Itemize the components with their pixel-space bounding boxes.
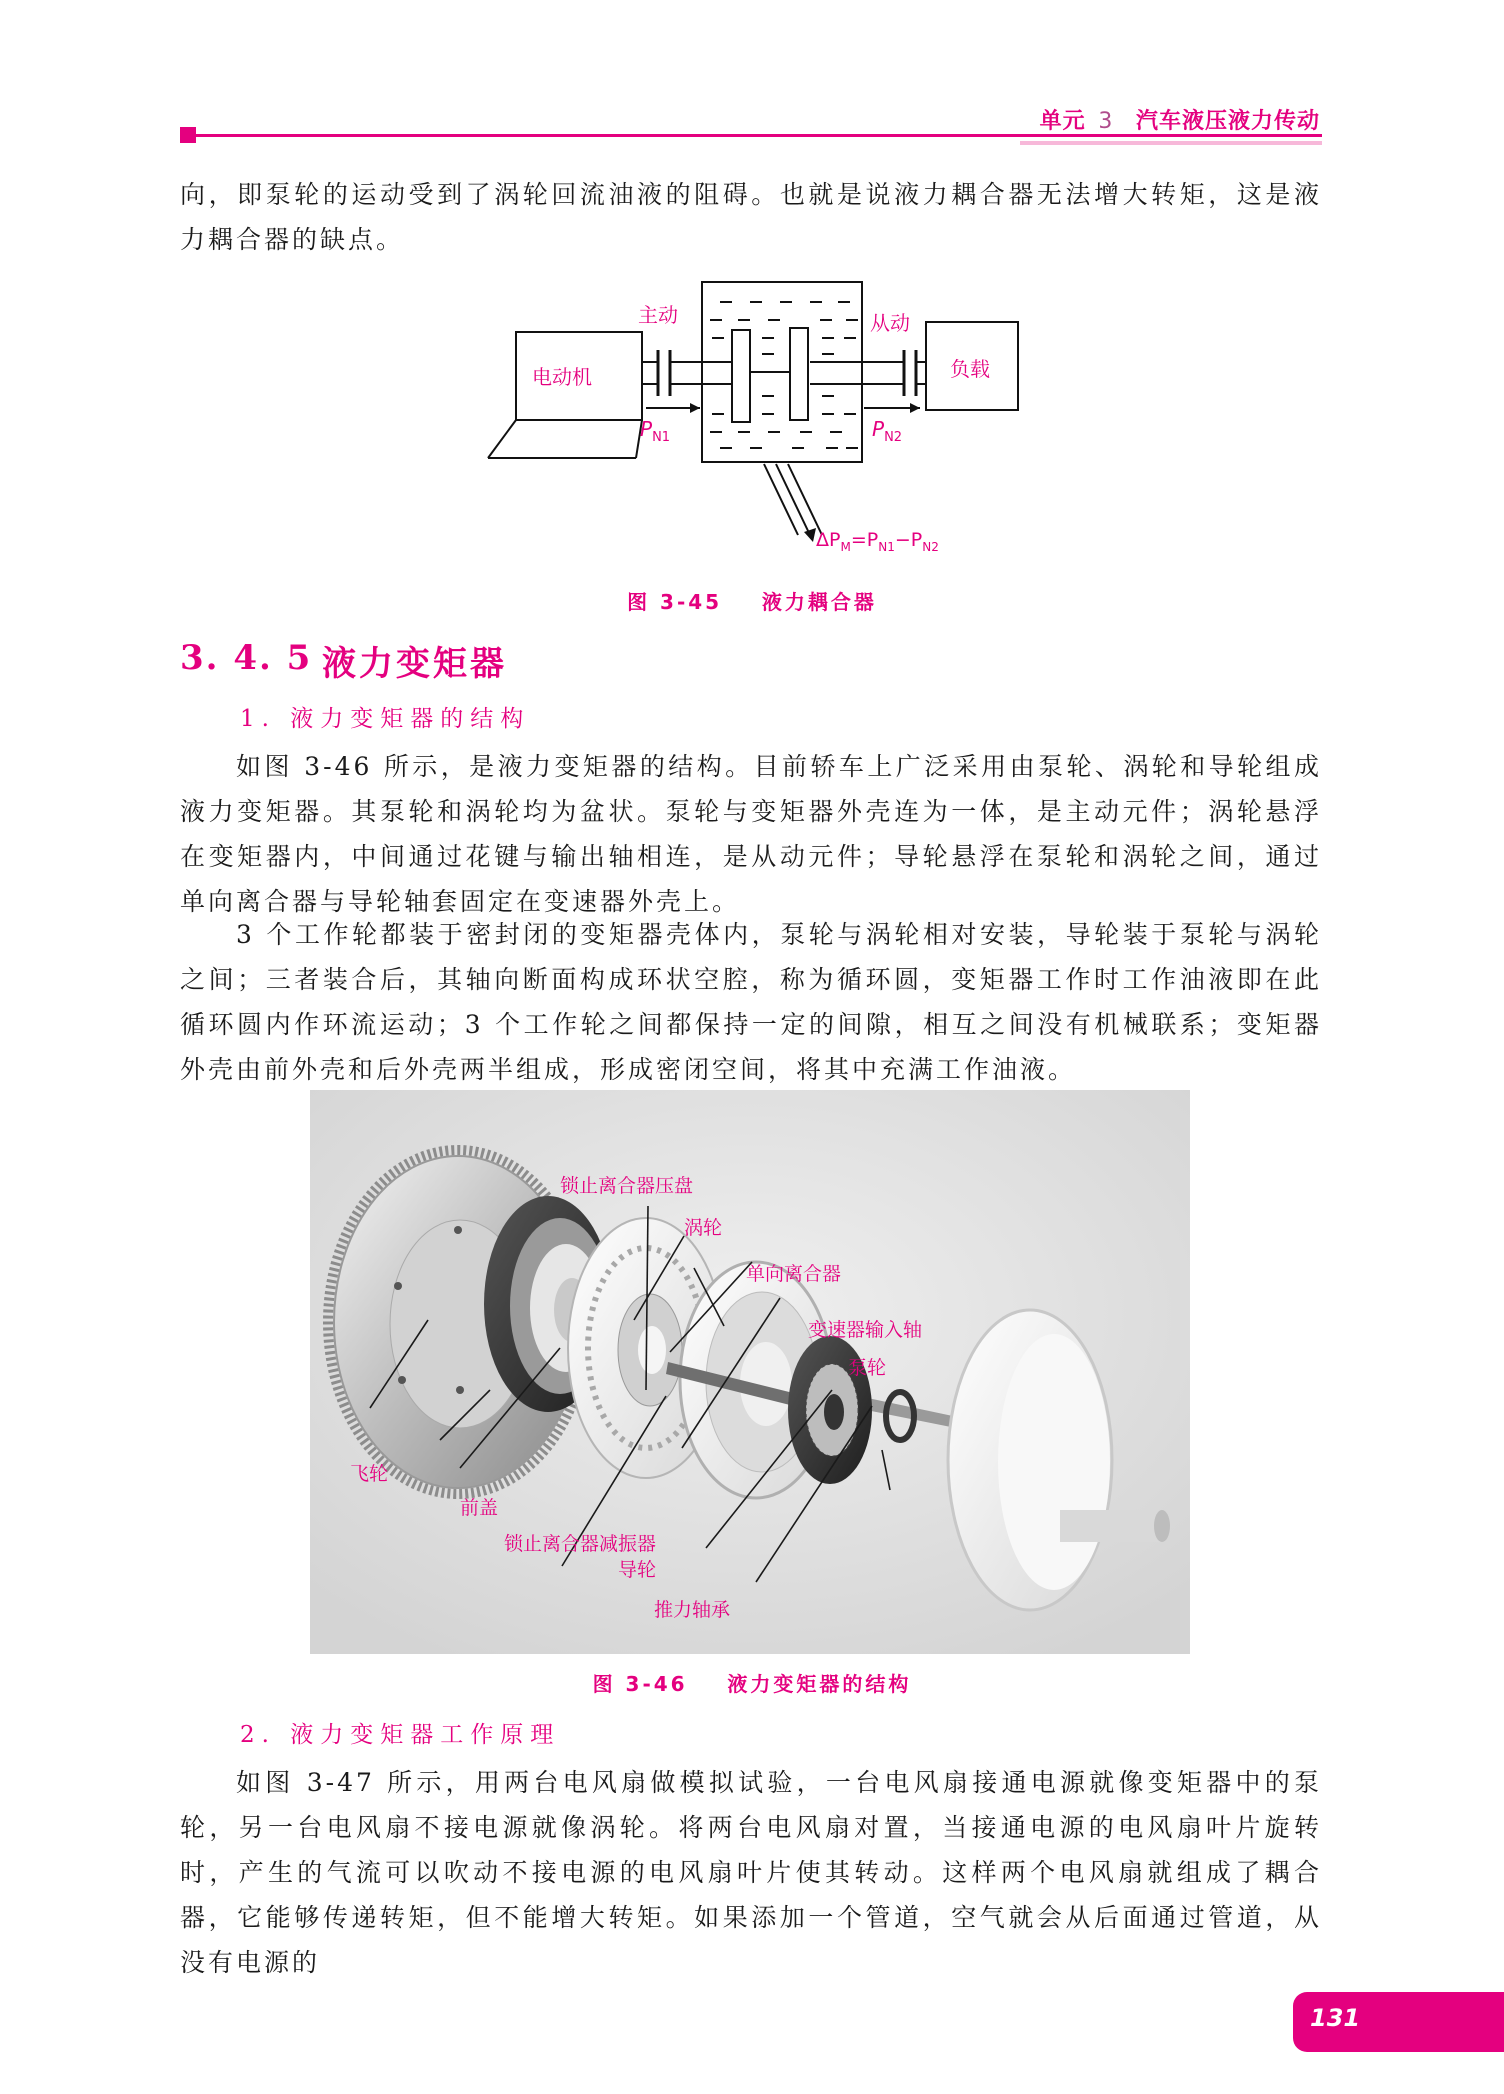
section-number: 3. 4. 5 — [180, 638, 313, 678]
paragraph-3: 3 个工作轮都装于密封闭的变矩器壳体内，泵轮与涡轮相对安装，导轮装于泵轮与涡轮之间；三者装合后，其轴向断面构成环状空腔，称为循环圆，变矩器工作时工作油液即在此循环圆内作环流运动；3 个工作轮之间都保持一定的间隙，相互之间没有机械联系；变矩器外壳由前外壳和后外壳两半组成，形成密闭空间，将其中充满工作油液。 — [180, 920, 1322, 1084]
label-loss-formula: $\Delta P_M=P_{N1}-P_{N2}$ — [816, 529, 939, 554]
torque-converter-exploded-photo — [310, 1090, 1190, 1654]
header-chapter-title: 汽车液压液力传动 — [1135, 109, 1320, 134]
label-motor: 电动机 — [532, 365, 592, 389]
subheading-structure: 1. 液力变矩器的结构 — [240, 706, 531, 732]
header-unit-number: 3 — [1098, 109, 1114, 134]
paragraph-2: 如图 3-46 所示，是液力变矩器的结构。目前轿车上广泛采用由泵轮、涡轮和导轮组成液力变矩器。其泵轮和涡轮均为盆状。泵轮与变矩器外壳连为一体，是主动元件；涡轮悬浮在变矩器内，中间通过花键与输出轴相连，是从动元件；导轮悬浮在泵轮和涡轮之间，通过单向离合器与导轮轴套固定在变速器外壳上。 — [180, 752, 1322, 916]
label-driven: 从动 — [870, 311, 910, 335]
pump-wheel — [732, 330, 750, 422]
label-turbine: 涡轮 — [684, 1217, 723, 1239]
paragraph-4: 如图 3-47 所示，用两台电风扇做模拟试验，一台电风扇接通电源就像变矩器中的泵轮，另一台电风扇不接电源就像涡轮。将两台电风扇对置，当接通电源的电风扇叶片旋转时，产生的气流可以吹动不接电源的电风扇叶片使其转动。这样两个电风扇就组成了耦合器，它能够传递转矩，但不能增大转矩。如果添加一个管道，空气就会从后面通过管道，从没有电源的 — [180, 1768, 1322, 1977]
header-unit-label: 单元 — [1039, 109, 1086, 134]
paragraph-1: 向，即泵轮的运动受到了涡轮回流油液的阻碍。也就是说液力耦合器无法增大转矩，这是液力耦合器的缺点。 — [180, 180, 1322, 254]
label-stator: 导轮 — [618, 1559, 657, 1581]
label-thrust-bearing: 推力轴承 — [654, 1599, 731, 1621]
label-load: 负载 — [950, 357, 990, 381]
label-flywheel: 飞轮 — [350, 1463, 389, 1485]
header-accent-bar — [1020, 141, 1322, 145]
page-number: 131 — [1310, 2004, 1361, 2032]
label-lockup-plate: 锁止离合器压盘 — [560, 1175, 694, 1197]
label-pn2: $P_{N2}$ — [872, 417, 903, 445]
turbine-wheel — [790, 328, 808, 420]
motor-stand — [488, 420, 642, 458]
fluid-coupling-diagram — [470, 270, 1070, 570]
header-rule — [180, 134, 1322, 137]
figure-3-46-caption: 图 3-46 液力变矩器的结构 — [592, 1672, 912, 1696]
label-pump: 泵轮 — [848, 1357, 887, 1379]
label-lockup-damper: 锁止离合器减振器 — [504, 1533, 657, 1555]
label-one-way-clutch: 单向离合器 — [746, 1263, 842, 1285]
subheading-principle: 2. 液力变矩器工作原理 — [240, 1722, 561, 1748]
running-header — [1040, 104, 1320, 135]
label-driving: 主动 — [638, 303, 678, 327]
figure-3-45-caption: 图 3-45 液力耦合器 — [627, 590, 877, 614]
label-pn1: $P_{N1}$ — [640, 417, 671, 445]
label-input-shaft: 变速器输入轴 — [808, 1319, 923, 1341]
label-front-cover: 前盖 — [460, 1497, 499, 1519]
section-title: 液力变矩器 — [322, 644, 507, 684]
